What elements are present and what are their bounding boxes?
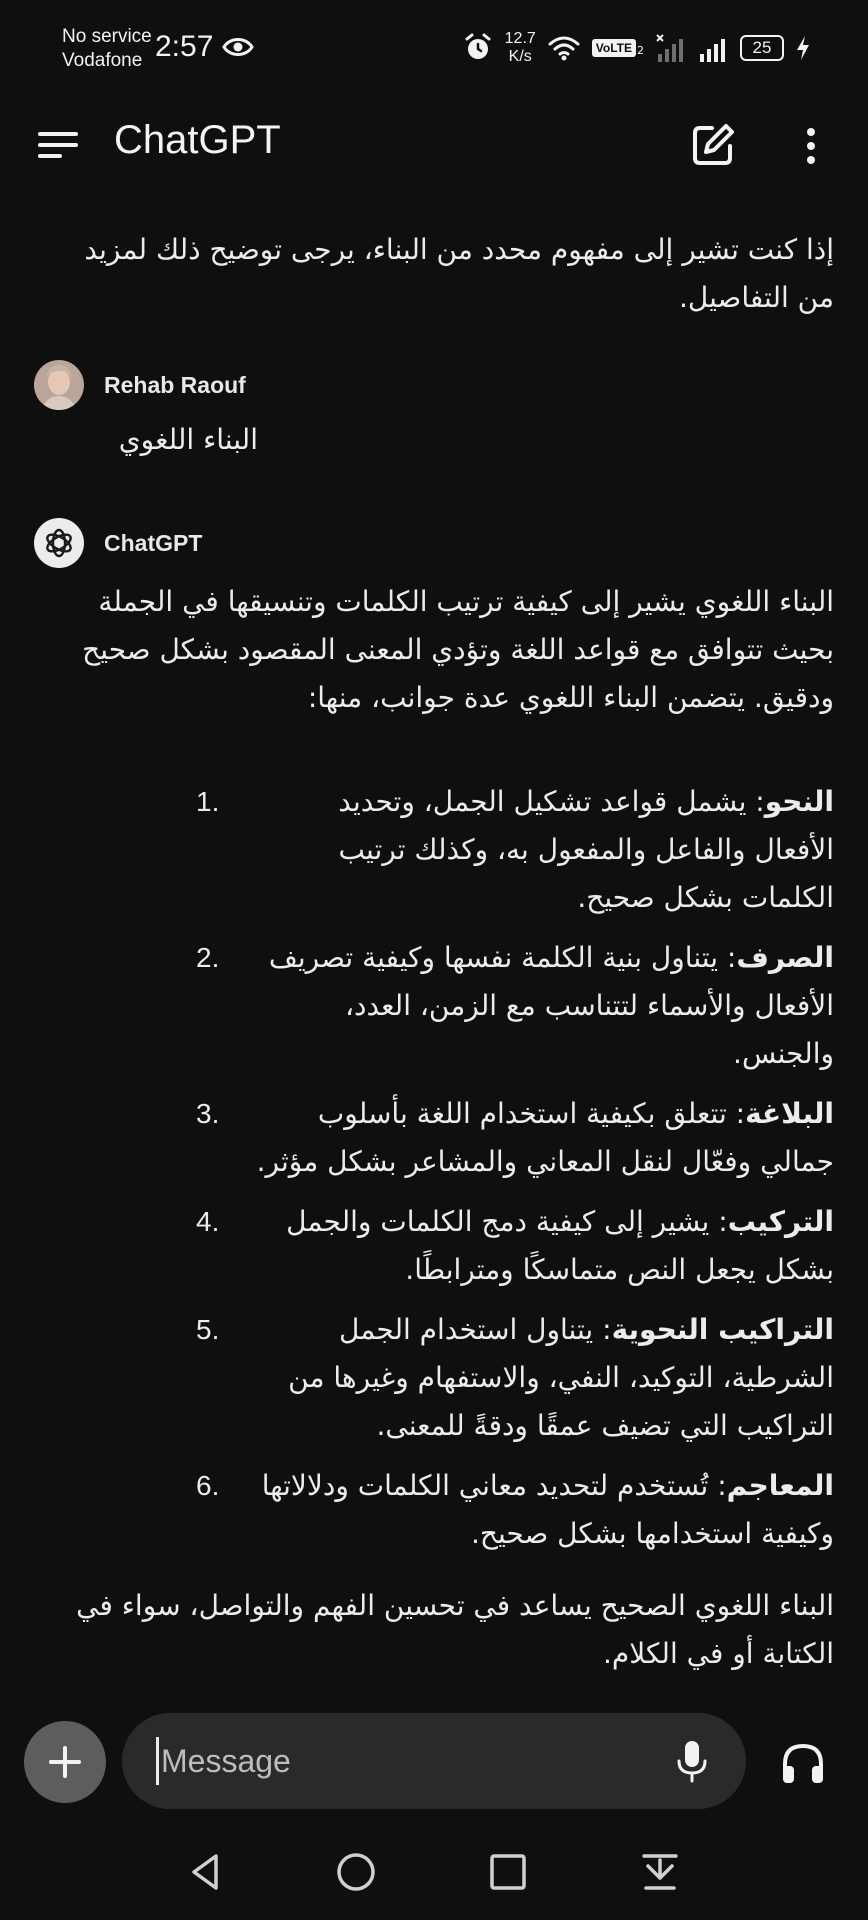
list-item-body <box>254 1306 834 1450</box>
list-item <box>114 934 834 1078</box>
list-item-number: 5. <box>196 1314 220 1345</box>
attach-button[interactable] <box>24 1721 106 1803</box>
list-item-number: 1. <box>196 786 220 817</box>
list-item <box>114 1462 834 1558</box>
list-item-body <box>254 934 834 1078</box>
list-item <box>114 1306 834 1450</box>
list-item-number: 6. <box>196 1470 220 1501</box>
list-item <box>114 1198 834 1294</box>
list-item <box>114 1090 834 1186</box>
volte-sim-number: 2 <box>637 44 644 57</box>
volte-indicator <box>592 39 644 57</box>
list-item-term: المعاجم <box>726 1469 834 1502</box>
list-item-term: التركيب <box>727 1205 834 1238</box>
status-time: 2:57 <box>155 30 214 63</box>
app-title: ChatGPT <box>114 118 281 162</box>
message-composer <box>122 1713 746 1809</box>
menu-icon[interactable] <box>36 128 80 162</box>
avatar <box>34 360 84 410</box>
list-item-term: التراكيب النحوية <box>611 1313 834 1346</box>
aspects-list <box>114 778 834 1570</box>
assistant-message-header <box>34 518 202 568</box>
assistant-closing: البناء اللغوي الصحيح يساعد في تحسين الفهم والتواصل، سواء في الكتابة أو في الكلام. <box>76 1589 834 1670</box>
list-item-text: : يشير إلى كيفية دمج الكلمات والجمل بشكل يجعل النص متماسكًا ومترابطًا. <box>286 1205 834 1286</box>
user-message-header <box>34 360 246 410</box>
list-item-number: 3. <box>196 1098 220 1129</box>
list-item-text: : يتناول استخدام الجمل الشرطية، التوكيد، النفي، والاستفهام وغيرها من التراكيب التي تضيف عمقًا ودقةً للمعنى. <box>288 1313 834 1442</box>
list-item-term: الصرف <box>736 941 834 974</box>
list-item-term: النحو <box>764 785 834 818</box>
signal-strength-icon <box>698 34 728 62</box>
wifi-icon <box>548 35 580 61</box>
plus-icon <box>47 1744 83 1780</box>
edit-icon[interactable] <box>690 122 736 168</box>
eye-comfort-icon <box>222 36 254 58</box>
message-input[interactable] <box>156 1737 656 1785</box>
list-item-text: : يتناول بنية الكلمة نفسها وكيفية تصريف الأفعال والأسماء لتتناسب مع الزمن، العدد، والجنس. <box>268 941 834 1070</box>
previous-assistant-message: إذا كنت تشير إلى مفهوم محدد من البناء، يرجى توضيح ذلك لمزيد من التفاصيل. <box>84 233 834 314</box>
signal-no-service-icon <box>656 34 686 62</box>
recents-square-icon[interactable] <box>484 1848 532 1896</box>
more-vertical-icon[interactable] <box>796 124 826 168</box>
notification-pulldown-icon[interactable] <box>636 1848 684 1896</box>
list-item-body <box>254 1462 834 1558</box>
battery-indicator: 25 <box>740 35 784 61</box>
network-speed-value: 12.7 <box>504 30 536 47</box>
home-circle-icon[interactable] <box>332 1848 380 1896</box>
list-item-term: البلاغة <box>745 1097 834 1130</box>
list-item-body <box>254 778 834 922</box>
list-item-body <box>254 1090 834 1186</box>
volte-badge: VoLTE <box>592 39 636 57</box>
list-item-number: 2. <box>196 942 220 973</box>
user-name: Rehab Raouf <box>104 371 246 398</box>
assistant-name: ChatGPT <box>104 529 203 556</box>
status-indicators <box>463 26 810 70</box>
list-item-text: : تتعلق بكيفية استخدام اللغة بأسلوب جمالي وفعّال لنقل المعاني والمشاعر بشكل مؤثر. <box>256 1097 834 1178</box>
headphones-icon[interactable] <box>778 1738 828 1788</box>
back-triangle-icon[interactable] <box>182 1848 230 1896</box>
carrier-info <box>62 25 152 73</box>
list-item-text: : تُستخدم لتحديد معاني الكلمات ودلالاتها وكيفية استخدامها بشكل صحيح. <box>261 1469 834 1550</box>
status-bar <box>0 0 868 96</box>
network-speed <box>505 30 536 66</box>
list-item-number: 4. <box>196 1206 220 1237</box>
user-message: البناء اللغوي <box>118 423 258 456</box>
mic-icon[interactable] <box>670 1737 714 1785</box>
assistant-intro: البناء اللغوي يشير إلى كيفية ترتيب الكلمات وتنسيقها في الجملة بحيث تتوافق مع قواعد اللغة وتؤدي المعنى المقصود بشكل صحيح ودقيق. يتضمن البناء اللغوي عدة جوانب، منها: <box>82 585 834 714</box>
list-item-text: : يشمل قواعد تشكيل الجمل، وتحديد الأفعال والفاعل والمفعول به، وكذلك ترتيب الكلمات بشكل صحيح. <box>338 785 834 914</box>
list-item-body <box>254 1198 834 1294</box>
alarm-icon <box>463 33 493 63</box>
network-speed-unit: K/s <box>508 48 532 65</box>
system-nav-bar <box>0 1830 868 1920</box>
app-bar <box>0 100 868 190</box>
carrier-status: No service <box>62 26 152 47</box>
list-item <box>114 778 834 922</box>
chatgpt-logo-icon <box>34 518 84 568</box>
user-avatar-image <box>34 360 84 410</box>
charging-icon <box>796 35 810 61</box>
carrier-name: Vodafone <box>62 50 143 71</box>
